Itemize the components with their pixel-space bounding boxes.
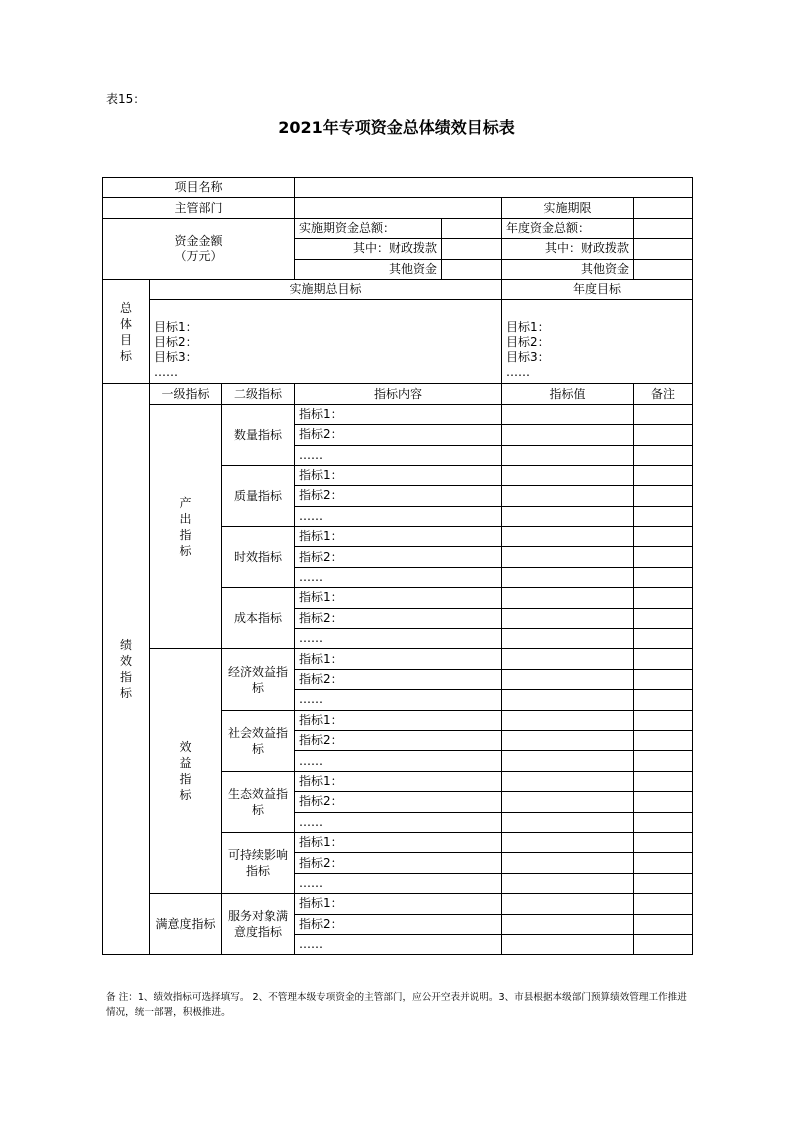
indicator-item[interactable]: …… <box>295 873 502 893</box>
annual-other-funds-label: 其他资金 <box>502 259 634 279</box>
annual-funds-field[interactable] <box>634 218 693 238</box>
annual-goal-2: 目标2： <box>506 335 550 350</box>
performance-goal-table <box>102 177 693 955</box>
indicator-item[interactable]: 指标1： <box>295 710 502 730</box>
indicator-value[interactable] <box>502 445 634 465</box>
indicator-value[interactable] <box>502 751 634 771</box>
indicator-value[interactable] <box>502 588 634 608</box>
quantity-indicator-label: 数量指标 <box>222 404 295 465</box>
indicator-item[interactable]: …… <box>295 812 502 832</box>
other-funds-label: 其他资金 <box>295 259 442 279</box>
performance-indicators-label: 绩效指标 <box>103 384 150 955</box>
indicator-value[interactable] <box>502 567 634 587</box>
indicator-item[interactable]: …… <box>295 934 502 954</box>
indicator-value[interactable] <box>502 853 634 873</box>
period-goal-1: 目标1： <box>154 320 198 335</box>
service-satisfaction-indicator-label: 服务对象满意度指标 <box>222 894 295 955</box>
indicator-item[interactable]: …… <box>295 751 502 771</box>
indicator-remark[interactable] <box>634 914 693 934</box>
indicator-item[interactable]: 指标2： <box>295 730 502 750</box>
dept-field[interactable] <box>295 198 502 218</box>
table-label: 表15： <box>106 92 146 106</box>
indicator-item[interactable]: 指标2： <box>295 792 502 812</box>
total-period-funds-label: 实施期资金总额： <box>295 218 442 238</box>
indicator-value[interactable] <box>502 669 634 689</box>
timeliness-indicator-label: 时效指标 <box>222 527 295 588</box>
indicator-item[interactable]: …… <box>295 690 502 710</box>
indicator-remark[interactable] <box>634 567 693 587</box>
indicator-remark[interactable] <box>634 873 693 893</box>
indicator-value[interactable] <box>502 914 634 934</box>
annual-funds-label: 年度资金总额： <box>502 218 634 238</box>
indicator-item[interactable]: 指标2： <box>295 425 502 445</box>
period-goal-2: 目标2： <box>154 335 198 350</box>
annual-goal-3: 目标3： <box>506 350 550 365</box>
indicator-remark[interactable] <box>634 710 693 730</box>
indicator-value[interactable] <box>502 832 634 852</box>
indicator-value[interactable] <box>502 730 634 750</box>
col-content-header: 指标内容 <box>295 384 502 404</box>
social-indicator-label: 社会效益指标 <box>222 710 295 771</box>
indicator-item[interactable]: 指标1： <box>295 588 502 608</box>
indicator-item[interactable]: 指标1： <box>295 465 502 485</box>
benefit-indicators-label: 效益指标 <box>150 649 222 894</box>
indicator-item[interactable]: 指标2： <box>295 486 502 506</box>
dept-label: 主管部门 <box>103 198 295 218</box>
indicator-value[interactable] <box>502 710 634 730</box>
satisfaction-indicators-label: 满意度指标 <box>150 894 222 955</box>
indicator-value[interactable] <box>502 873 634 893</box>
indicator-value[interactable] <box>502 649 634 669</box>
indicator-item[interactable]: 指标1： <box>295 771 502 791</box>
indicator-remark[interactable] <box>634 588 693 608</box>
indicator-value[interactable] <box>502 792 634 812</box>
page-title: 2021年专项资金总体绩效目标表 <box>278 118 515 137</box>
indicator-item[interactable]: 指标1： <box>295 832 502 852</box>
project-name-label: 项目名称 <box>103 178 295 198</box>
indicator-remark[interactable] <box>634 751 693 771</box>
annual-goal-more: …… <box>506 365 531 380</box>
indicator-item[interactable]: …… <box>295 445 502 465</box>
annual-goal-1: 目标1： <box>506 320 550 335</box>
indicator-item[interactable]: 指标2： <box>295 608 502 628</box>
output-indicators-label: 产出指标 <box>150 404 222 649</box>
indicator-remark[interactable] <box>634 629 693 649</box>
indicator-value[interactable] <box>502 608 634 628</box>
funds-unit: （万元） <box>174 248 223 263</box>
indicator-value[interactable] <box>502 934 634 954</box>
indicator-value[interactable] <box>502 812 634 832</box>
ecological-indicator-label: 生态效益指标 <box>222 771 295 832</box>
period-goals-cell[interactable] <box>150 300 502 384</box>
indicator-remark[interactable] <box>634 792 693 812</box>
indicator-remark[interactable] <box>634 934 693 954</box>
indicator-remark[interactable] <box>634 547 693 567</box>
indicator-item[interactable]: 指标2： <box>295 547 502 567</box>
indicator-remark[interactable] <box>634 812 693 832</box>
total-period-funds-field[interactable] <box>442 218 502 238</box>
indicator-value[interactable] <box>502 465 634 485</box>
indicator-remark[interactable] <box>634 465 693 485</box>
indicator-remark[interactable] <box>634 425 693 445</box>
annual-fiscal-allocation-field[interactable] <box>634 239 693 259</box>
annual-goals-cell[interactable] <box>502 300 693 384</box>
quality-indicator-label: 质量指标 <box>222 465 295 526</box>
indicator-item[interactable]: 指标2： <box>295 914 502 934</box>
indicator-remark[interactable] <box>634 690 693 710</box>
period-goal-more: …… <box>154 365 178 380</box>
indicator-value[interactable] <box>502 690 634 710</box>
period-goal-3: 目标3： <box>154 350 198 365</box>
indicator-remark[interactable] <box>634 649 693 669</box>
indicator-item[interactable]: 指标1： <box>295 649 502 669</box>
col-value-header: 指标值 <box>502 384 634 404</box>
indicator-item[interactable]: 指标1： <box>295 404 502 424</box>
overall-goal-label: 总体目标 <box>103 279 150 383</box>
funds-label: 资金金额 <box>174 233 223 248</box>
indicator-remark[interactable] <box>634 445 693 465</box>
indicator-remark[interactable] <box>634 832 693 852</box>
annual-goal-header: 年度目标 <box>502 279 693 299</box>
col-remark-header: 备注 <box>634 384 693 404</box>
indicator-item[interactable]: …… <box>295 629 502 649</box>
indicator-remark[interactable] <box>634 486 693 506</box>
col-level1-header: 一级指标 <box>150 384 222 404</box>
col-level2-header: 二级指标 <box>222 384 295 404</box>
indicator-value[interactable] <box>502 629 634 649</box>
project-name-field[interactable] <box>295 178 693 198</box>
fiscal-allocation-label: 其中：财政拨款 <box>295 239 442 259</box>
period-label: 实施期限 <box>502 198 634 218</box>
indicator-remark[interactable] <box>634 527 693 547</box>
period-goal-header: 实施期总目标 <box>150 279 502 299</box>
indicator-value[interactable] <box>502 506 634 526</box>
indicator-item[interactable]: 指标2： <box>295 669 502 689</box>
indicator-item[interactable]: …… <box>295 567 502 587</box>
indicator-item[interactable]: 指标2： <box>295 853 502 873</box>
indicator-remark[interactable] <box>634 608 693 628</box>
period-field[interactable] <box>634 198 693 218</box>
indicator-item[interactable]: 指标1： <box>295 527 502 547</box>
indicator-remark[interactable] <box>634 669 693 689</box>
fiscal-allocation-field[interactable] <box>442 239 502 259</box>
indicator-remark[interactable] <box>634 730 693 750</box>
indicator-value[interactable] <box>502 547 634 567</box>
indicator-value[interactable] <box>502 404 634 424</box>
indicator-remark[interactable] <box>634 853 693 873</box>
indicator-value[interactable] <box>502 527 634 547</box>
footnote: 备 注：1、绩效指标可选择填写。 2、不管理本级专项资金的主管部门，应公开空表并说明。3、市县根据本级部门预算绩效管理工作推进情况，统一部署，积极推进。 <box>106 992 687 1018</box>
indicator-value[interactable] <box>502 486 634 506</box>
sustainable-indicator-label: 可持续影响指标 <box>222 832 295 893</box>
indicator-value[interactable] <box>502 425 634 445</box>
annual-fiscal-allocation-label: 其中：财政拨款 <box>502 239 634 259</box>
indicator-remark[interactable] <box>634 771 693 791</box>
indicator-remark[interactable] <box>634 506 693 526</box>
indicator-value[interactable] <box>502 771 634 791</box>
funds-label-cell <box>103 218 295 279</box>
cost-indicator-label: 成本指标 <box>222 588 295 649</box>
indicator-remark[interactable] <box>634 404 693 424</box>
indicator-item[interactable]: 指标1： <box>295 894 502 914</box>
indicator-value[interactable] <box>502 894 634 914</box>
economic-indicator-label: 经济效益指标 <box>222 649 295 710</box>
annual-other-funds-field[interactable] <box>634 259 693 279</box>
other-funds-field[interactable] <box>442 259 502 279</box>
indicator-item[interactable]: …… <box>295 506 502 526</box>
indicator-remark[interactable] <box>634 894 693 914</box>
